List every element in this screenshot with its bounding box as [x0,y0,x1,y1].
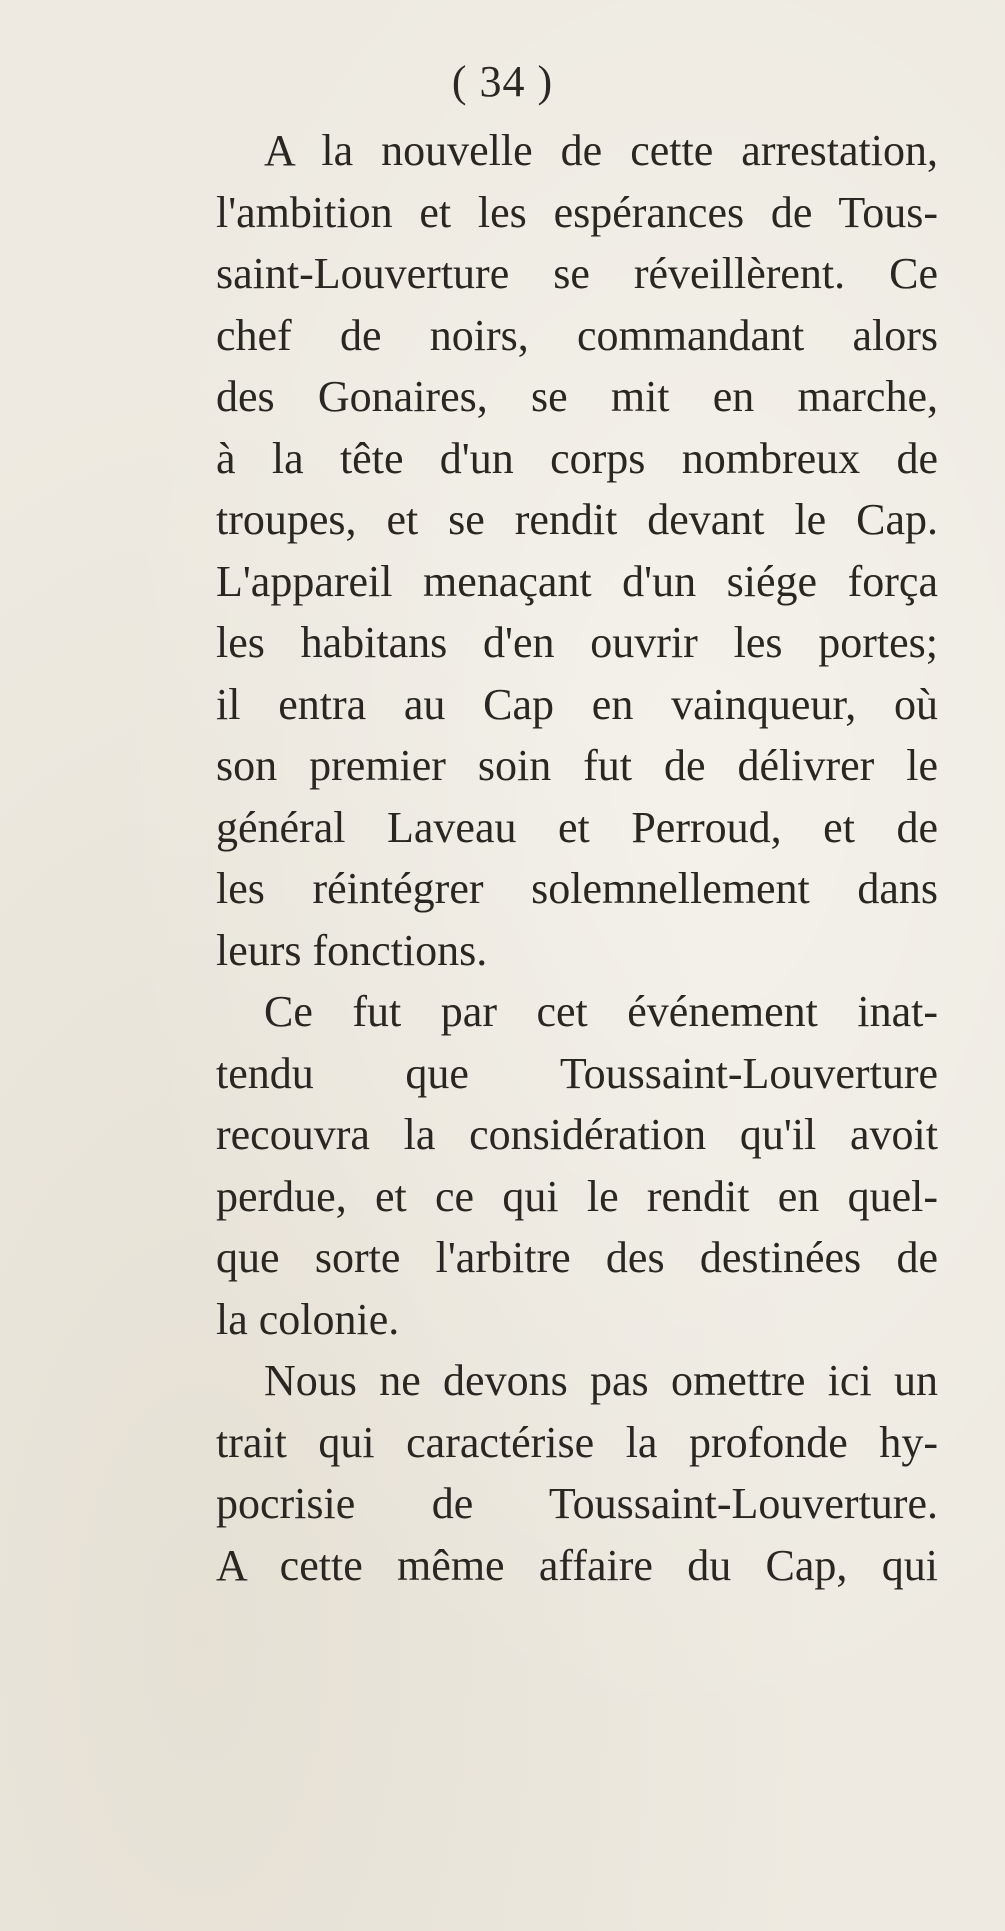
text-line: à la tête d'un corps nombreux de [216,433,938,483]
body-text [168,120,938,1596]
text-line: tendu que Toussaint-Louverture [216,1048,938,1098]
text-line: pocrisie de Toussaint-Louverture. [216,1479,938,1528]
text-line: leurs fonctions. [216,925,488,975]
text-line: chef de noirs, commandant alors [216,310,938,360]
text-line: son premier soin fut de délivrer le [216,741,938,790]
text-line: général Laveau et Perroud, et de [216,802,938,852]
text-line: trait qui caractérise la profonde hy- [216,1417,938,1467]
text-line: des Gonaires, se mit en marche, [216,372,938,421]
text-line: recouvra la considération qu'il avoit [216,1110,938,1159]
text-line: Ce fut par cet événement inat- [264,987,938,1036]
paragraph-1 [168,120,938,981]
text-line: il entra au Cap en vainqueur, où [216,679,938,729]
text-line: saint-Louverture se réveillèrent. Ce [216,249,938,298]
paragraph-3 [168,1350,938,1596]
text-line: l'ambition et les espérances de Tous- [216,187,938,237]
text-line: A la nouvelle de cette arrestation, [264,126,938,175]
text-line: les réintégrer solemnellement dans [216,864,938,913]
text-line: la colonie. [216,1294,400,1344]
text-line: L'appareil menaçant d'un siége força [216,556,938,606]
paragraph-2 [168,981,938,1350]
text-line: Nous ne devons pas omettre ici un [264,1356,938,1405]
text-line: A cette même affaire du Cap, qui [216,1540,938,1590]
text-line: que sorte l'arbitre des destinées de [216,1233,938,1282]
page-number: ( 34 ) [451,57,554,106]
text-line: les habitans d'en ouvrir les portes; [216,618,938,667]
text-line: troupes, et se rendit devant le Cap. [216,495,938,544]
text-line: perdue, et ce qui le rendit en quel- [216,1171,938,1221]
